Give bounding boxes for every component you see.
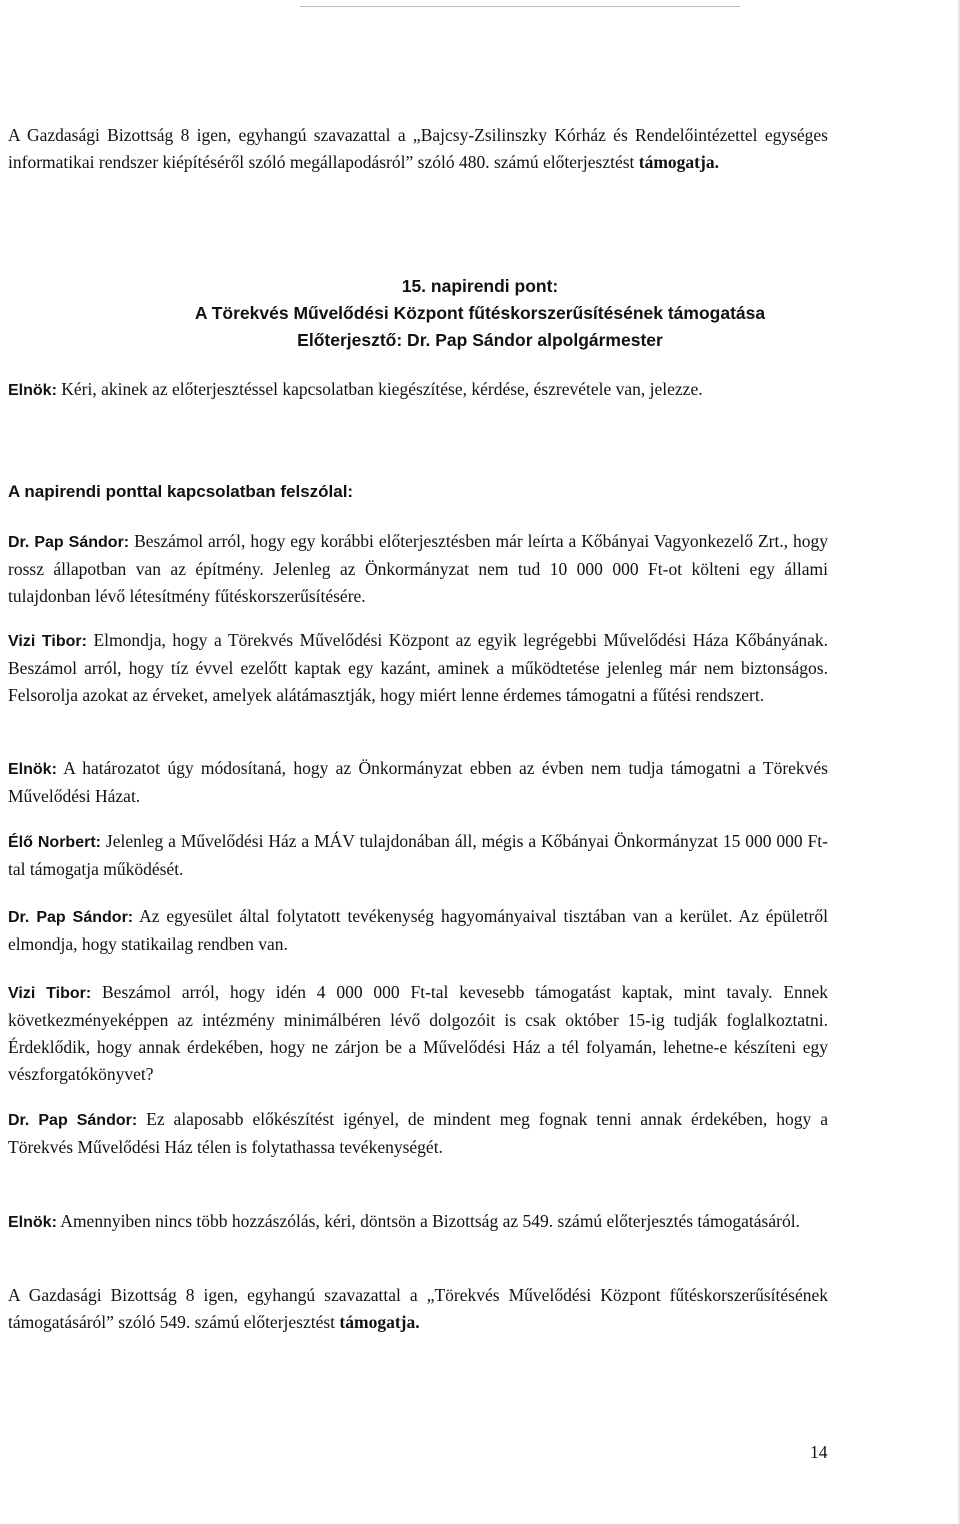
intro-bold-end: támogatja. bbox=[638, 152, 719, 172]
paragraph-elnok-1 bbox=[8, 376, 828, 404]
page-number: 14 bbox=[810, 1442, 828, 1462]
paragraph-text: A határozatot úgy módosítaná, hogy az Önkormányzat ebben az évben nem tudja támogatni a Törekvés Művelődési Házat. bbox=[8, 758, 828, 806]
speaker-label: Vizi Tibor: bbox=[8, 633, 87, 650]
paragraph-pap-1 bbox=[8, 528, 828, 610]
paragraph-vizi-1 bbox=[8, 627, 828, 709]
speaker-label: Elnök: bbox=[8, 1214, 57, 1231]
paragraph-text: Jelenleg a Művelődési Ház a MÁV tulajdonában áll, mégis a Kőbányai Önkormányzat 15 000 000 Ft-tal támogatja működését. bbox=[8, 831, 828, 879]
paragraph-text: Elmondja, hogy a Törekvés Művelődési Központ az egyik legrégebbi Művelődési Háza Kőbányának. Beszámol arról, hogy tíz évvel ezelőtt kaptak egy kazánt, aminek a működtetése jelenleg már nem biztonságos. Felsorolja azokat az érveket, amelyek alátámasztják, hogy miért lenne érdemes támogatni a fűtési rendszert. bbox=[8, 630, 829, 705]
speaker-label: Dr. Pap Sándor: bbox=[8, 1112, 138, 1129]
paragraph-elo bbox=[8, 828, 828, 883]
paragraph-elnok-2 bbox=[8, 755, 828, 810]
section-subheading: A napirendi ponttal kapcsolatban felszólal: bbox=[8, 482, 354, 501]
paragraph-vizi-2 bbox=[8, 979, 828, 1088]
paragraph-text: Az egyesület által folytatott tevékenység hagyományaival tisztában van a kerület. Az épületről elmondja, hogy statikailag rendben van. bbox=[8, 906, 828, 954]
paragraph-text: Beszámol arról, hogy egy korábbi előterjesztésben már leírta a Kőbányai Vagyonkezelő Zrt., hogy rossz állapotban van az építmény. Jelenleg az Önkormányzat nem tud 10 000 000 Ft-ot költeni egy állami tulajdonban lévő létesítmény fűtéskorszerűsítésére. bbox=[8, 531, 828, 606]
paragraph-pap-3 bbox=[8, 1106, 828, 1161]
agenda-title: A Törekvés Művelődési Központ fűtéskorszerűsítésének támogatása bbox=[194, 303, 766, 323]
agenda-presenter: Előterjesztő: Dr. Pap Sándor alpolgármester bbox=[297, 330, 663, 350]
speaker-label: Dr. Pap Sándor: bbox=[8, 909, 134, 926]
paragraph-elnok-3 bbox=[8, 1208, 828, 1236]
speaker-label: Elnök: bbox=[8, 761, 57, 778]
paragraph-text: Ez alaposabb előkészítést igényel, de mindent meg fognak tenni annak érdekében, hogy a Törekvés Művelődési Ház télen is folytathassa tevékenységét. bbox=[8, 1109, 828, 1157]
paragraph-text: Beszámol arról, hogy idén 4 000 000 Ft-tal kevesebb támogatást kaptak, mint tavaly. Ennek következményeképpen az intézmény minimálbéren lévő dolgozóit is csak október 15-ig tudják foglalkoztatni. Érdeklődik, hogy annak érdekében, hogy ne zárjon be a Művelődési Ház a tél folyamán, lehetne-e készíteni egy vészforgatókönyvet? bbox=[8, 982, 828, 1084]
speaker-label: Dr. Pap Sándor: bbox=[8, 534, 130, 551]
paragraph-pap-2 bbox=[8, 903, 828, 958]
outro-bold-end: támogatja. bbox=[339, 1312, 420, 1332]
speaker-label: Élő Norbert: bbox=[8, 834, 101, 851]
paragraph-text: Amennyiben nincs több hozzászólás, kéri, döntsön a Bizottság az 549. számú előterjesztés támogatásáról. bbox=[56, 1211, 800, 1231]
scan-top-rule bbox=[300, 6, 740, 7]
outro-text: A Gazdasági Bizottság 8 igen, egyhangú szavazattal a „Törekvés Művelődési Központ fűtéskorszerűsítésének támogatásáról” szóló 549. számú előterjesztést bbox=[8, 1285, 828, 1332]
speaker-label: Elnök: bbox=[8, 382, 57, 399]
intro-text: A Gazdasági Bizottság 8 igen, egyhangú szavazattal a „Bajcsy-Zsilinszky Kórház és Rendelőintézettel egységes informatikai rendszer kiépítéséről szóló megállapodásról” szóló 480. számú előterjesztést bbox=[8, 125, 828, 172]
agenda-number: 15. napirendi pont: bbox=[401, 276, 559, 296]
paragraph-text: Kéri, akinek az előterjesztéssel kapcsolatban kiegészítése, kérdése, észrevétele van, jelezze. bbox=[56, 379, 703, 399]
speaker-label: Vizi Tibor: bbox=[8, 985, 92, 1002]
intro-paragraph bbox=[8, 122, 828, 176]
outro-paragraph bbox=[8, 1282, 828, 1336]
